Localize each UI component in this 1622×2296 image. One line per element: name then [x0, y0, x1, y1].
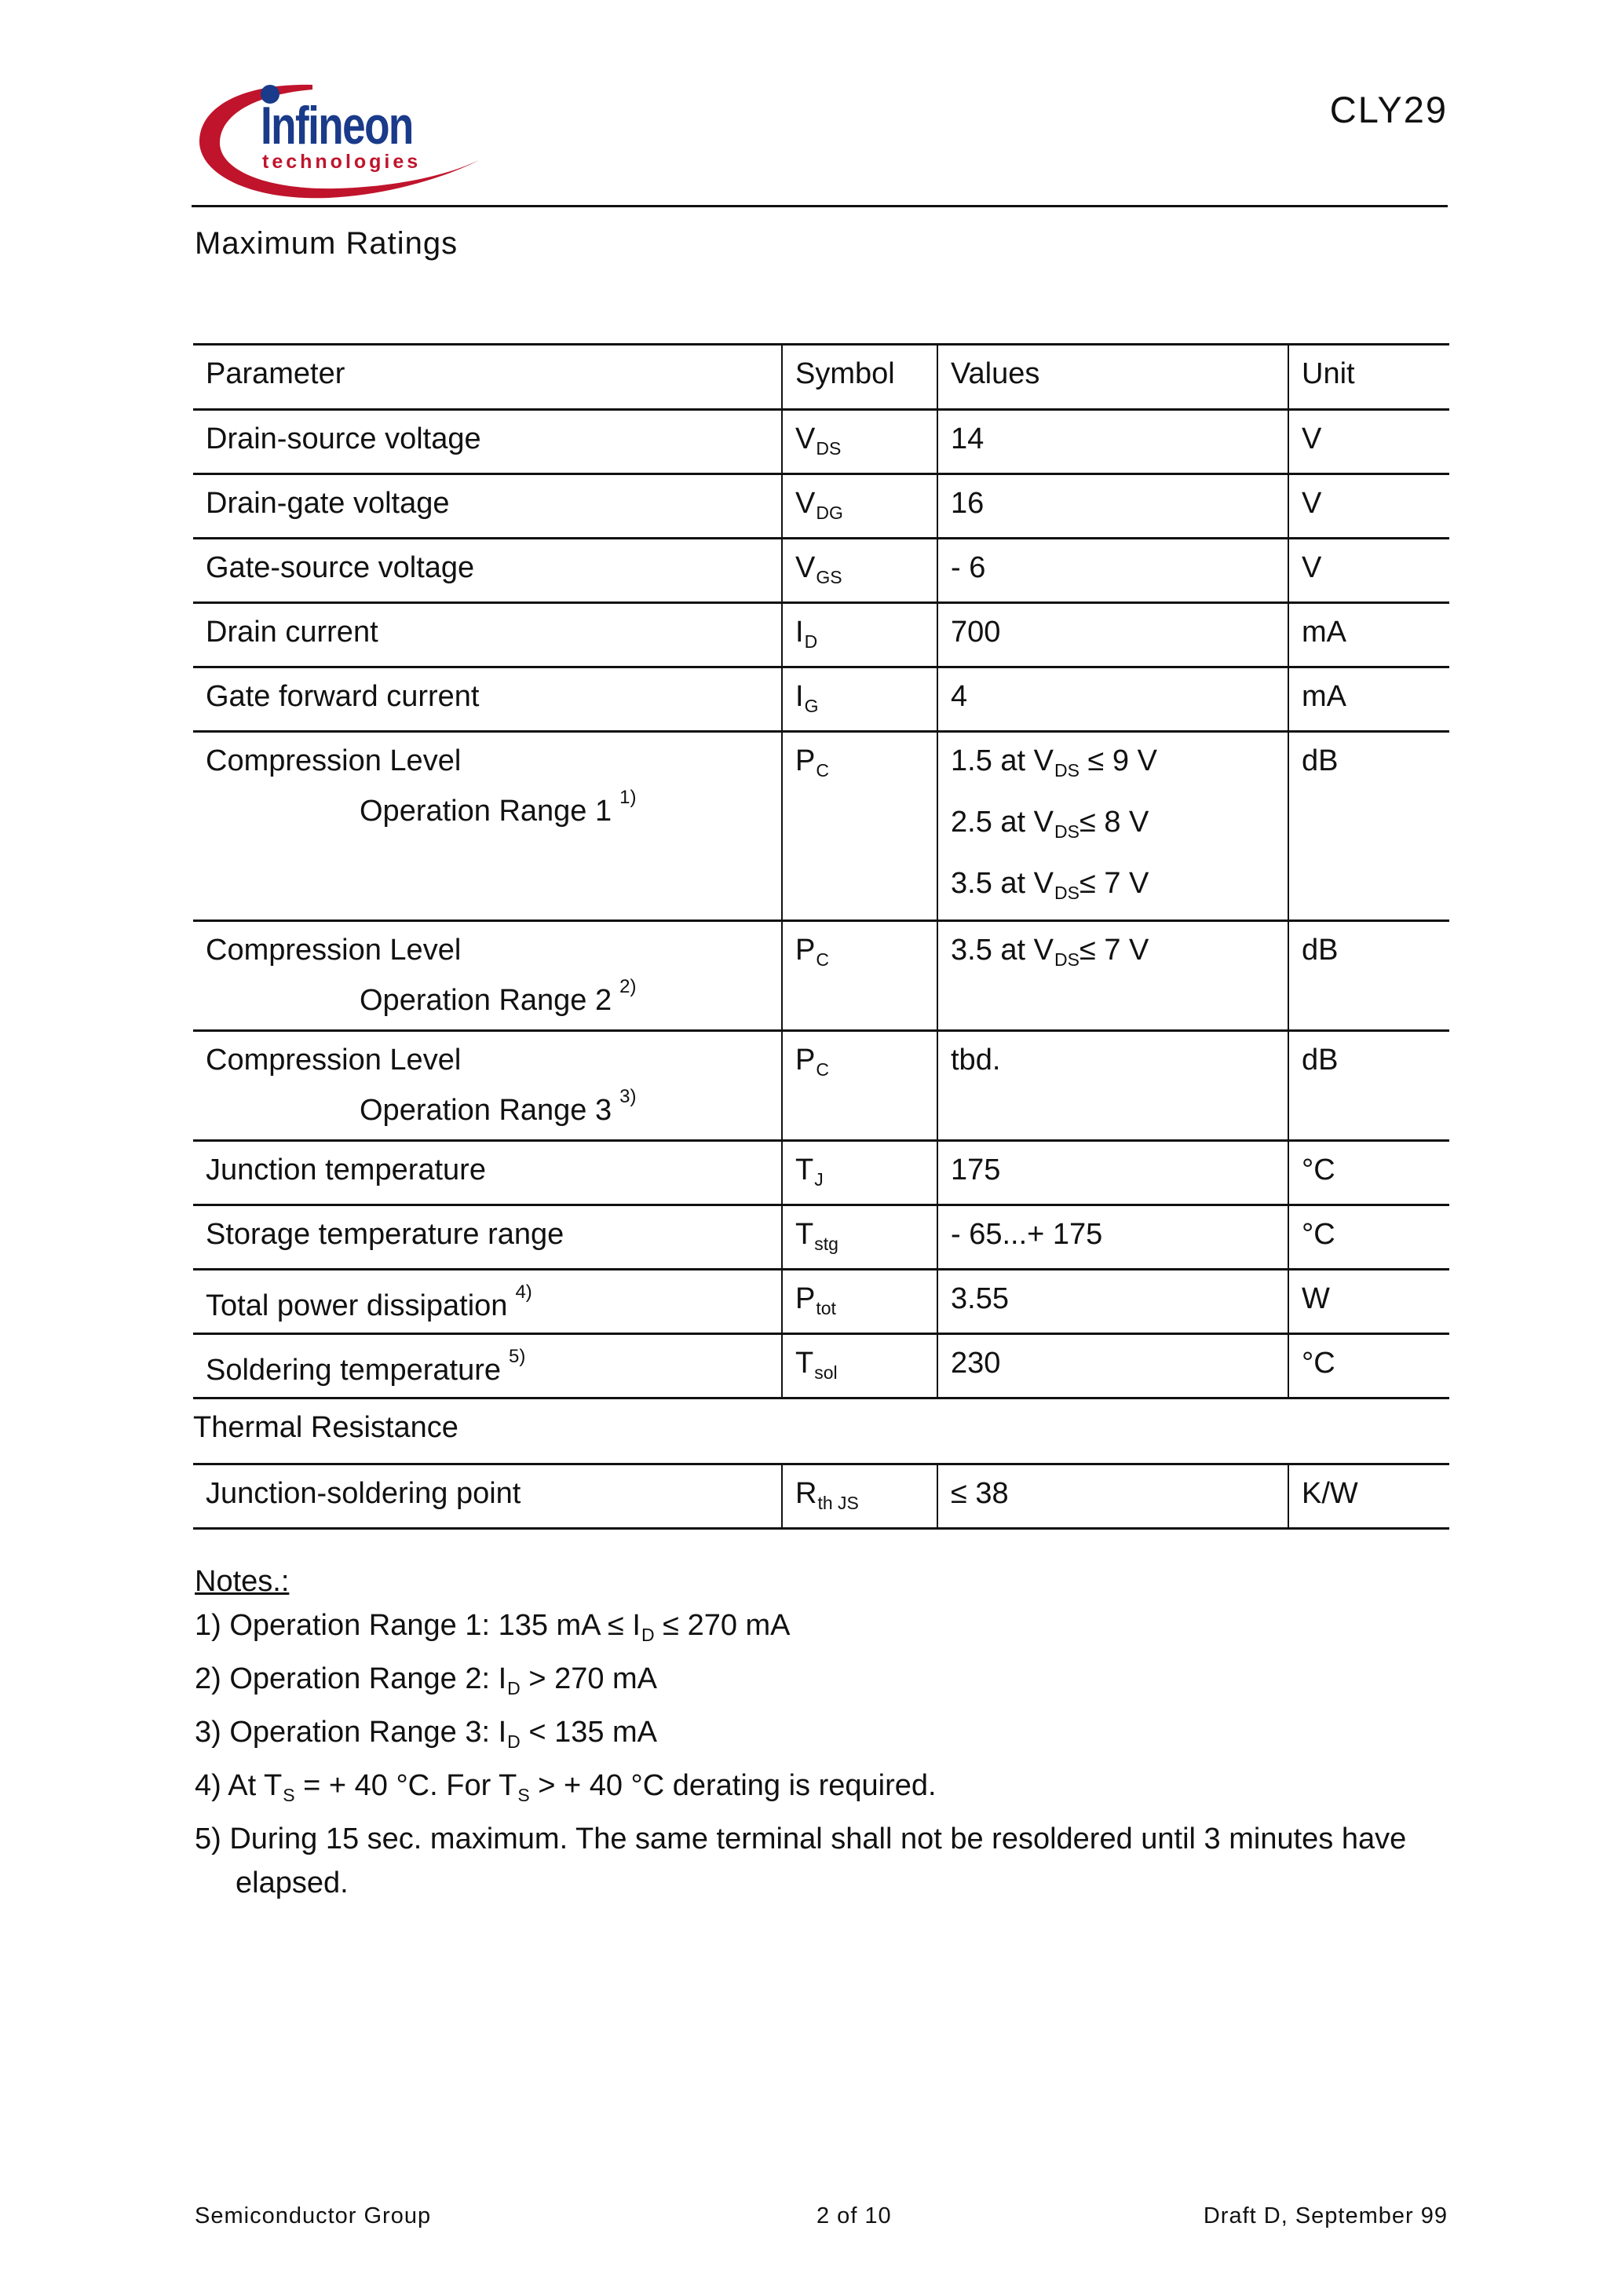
unit-cell: °C: [1288, 1141, 1449, 1205]
parameter-name: Compression Level: [206, 934, 462, 967]
value-subscript: DS: [1054, 882, 1080, 903]
note-text: 1) Operation Range 1: 135 mA ≤ I: [195, 1609, 641, 1642]
note-text: = + 40 °C. For T: [294, 1769, 517, 1802]
value-subscript: DS: [1054, 760, 1080, 781]
parameter-cell: [193, 921, 782, 1031]
symbol-cell: [782, 1031, 937, 1141]
value-cell: [937, 921, 1288, 1031]
footnote-ref: 2): [619, 976, 637, 998]
note-3: [195, 1710, 1406, 1764]
symbol-main: V: [795, 422, 816, 455]
table-row: [193, 1031, 1449, 1141]
value-line: [951, 742, 1275, 783]
unit-cell: mA: [1288, 667, 1449, 732]
parameter-name: Total power dissipation: [206, 1289, 508, 1322]
footer-page-number: 2 of 10: [816, 2203, 892, 2228]
footnote-ref: 3): [619, 1086, 637, 1108]
note-text: > + 40 °C derating is required.: [529, 1769, 937, 1802]
footnote-ref: 1): [619, 787, 637, 809]
infineon-logo: [195, 75, 485, 209]
symbol-main: P: [795, 1282, 816, 1315]
parameter-cell: Gate-source voltage: [193, 539, 782, 603]
symbol-main: V: [795, 487, 816, 520]
value-line: [951, 865, 1275, 905]
note-4: [195, 1764, 1406, 1817]
unit-cell: V: [1288, 410, 1449, 474]
table-row: [193, 539, 1449, 603]
note-subscript: D: [507, 1678, 521, 1698]
symbol-cell: [782, 1334, 937, 1398]
unit-cell: W: [1288, 1270, 1449, 1334]
document-id: CLY29: [1329, 89, 1448, 130]
table-row: [193, 1270, 1449, 1334]
symbol-main: P: [795, 934, 816, 967]
note-text: ≤ 270 mA: [654, 1609, 791, 1642]
value-line: [951, 803, 1275, 844]
symbol-main: V: [795, 551, 816, 584]
note-text: 3) Operation Range 3: I: [195, 1716, 507, 1749]
note-subscript: D: [641, 1625, 655, 1645]
table-row: [193, 1205, 1449, 1270]
maximum-ratings-table: [193, 343, 1449, 1530]
unit-cell: mA: [1288, 603, 1449, 667]
parameter-cell: [193, 1031, 782, 1141]
value-cell: ≤ 38: [937, 1464, 1288, 1529]
value-text: 1.5 at V: [951, 744, 1054, 777]
parameter-range: [360, 974, 769, 1020]
value-subscript: DS: [1054, 949, 1080, 970]
symbol-subscript: th JS: [817, 1493, 859, 1513]
value-cell: tbd.: [937, 1031, 1288, 1141]
parameter-cell: Storage temperature range: [193, 1205, 782, 1270]
range-label: Operation Range 1: [360, 795, 612, 828]
unit-cell: °C: [1288, 1205, 1449, 1270]
note-5: 5) During 15 sec. maximum. The same terminal shall not be resoldered until 3 minutes have: [195, 1823, 1407, 1855]
table-row: [193, 921, 1449, 1031]
parameter-range: [360, 785, 769, 831]
symbol-main: T: [795, 1218, 814, 1251]
column-header-values: Values: [937, 345, 1288, 410]
symbol-main: R: [795, 1477, 817, 1510]
parameter-cell: [193, 732, 782, 921]
symbol-cell: [782, 1270, 937, 1334]
notes-title: Notes.:: [195, 1565, 290, 1598]
parameter-cell: Drain-source voltage: [193, 410, 782, 474]
symbol-main: P: [795, 744, 816, 777]
value-text: ≤ 8 V: [1079, 805, 1149, 839]
header-divider: [192, 205, 1448, 207]
symbol-main: T: [795, 1153, 814, 1186]
symbol-cell: [782, 603, 937, 667]
note-text: 2) Operation Range 2: I: [195, 1662, 507, 1695]
value-cell: 175: [937, 1141, 1288, 1205]
symbol-subscript: DS: [816, 438, 842, 459]
parameter-range: [360, 1084, 769, 1130]
symbol-subscript: D: [804, 631, 818, 652]
value-text: 2.5 at V: [951, 805, 1054, 839]
note-subscript: S: [283, 1785, 295, 1805]
value-text: ≤ 7 V: [1079, 934, 1149, 967]
thermal-resistance-heading: Thermal Resistance: [193, 1398, 1449, 1464]
symbol-main: P: [795, 1044, 816, 1077]
value-text: ≤ 9 V: [1079, 744, 1157, 777]
table-row: [193, 603, 1449, 667]
parameter-cell: Drain current: [193, 603, 782, 667]
note-text: 4) At T: [195, 1769, 283, 1802]
value-cell: - 65...+ 175: [937, 1205, 1288, 1270]
table-row: [193, 1334, 1449, 1398]
symbol-cell: [782, 474, 937, 539]
logo-subtitle: technologies: [262, 151, 422, 173]
symbol-subscript: C: [816, 949, 829, 970]
symbol-subscript: GS: [816, 567, 842, 587]
value-cell: - 6: [937, 539, 1288, 603]
footer-draft-date: Draft D, September 99: [1203, 2203, 1448, 2228]
range-label: Operation Range 3: [360, 1094, 612, 1128]
symbol-cell: [782, 1464, 937, 1529]
value-cell: [937, 732, 1288, 921]
note-5-continued: elapsed.: [236, 1866, 349, 1899]
parameter-name: Soldering temperature: [206, 1354, 501, 1387]
unit-cell: K/W: [1288, 1464, 1449, 1529]
table-row: [193, 1464, 1449, 1529]
symbol-subscript: C: [816, 760, 829, 781]
unit-cell: dB: [1288, 1031, 1449, 1141]
symbol-subscript: J: [814, 1169, 824, 1190]
value-cell: 700: [937, 603, 1288, 667]
parameter-cell: Drain-gate voltage: [193, 474, 782, 539]
footer-company: Semiconductor Group: [195, 2203, 432, 2228]
range-label: Operation Range 2: [360, 984, 612, 1018]
symbol-subscript: tot: [816, 1298, 836, 1318]
value-cell: 14: [937, 410, 1288, 474]
unit-cell: dB: [1288, 921, 1449, 1031]
footnote-ref: 5): [509, 1346, 526, 1367]
parameter-name: Compression Level: [206, 744, 462, 777]
column-header-parameter: Parameter: [193, 345, 782, 410]
symbol-subscript: G: [804, 696, 819, 716]
symbol-cell: [782, 410, 937, 474]
notes-section: [195, 1559, 1406, 1905]
column-header-symbol: Symbol: [782, 345, 937, 410]
logo-wordmark: Infineon: [261, 96, 413, 155]
symbol-cell: [782, 667, 937, 732]
table-row: [193, 410, 1449, 474]
parameter-cell: [193, 1270, 782, 1334]
column-header-unit: Unit: [1288, 345, 1449, 410]
footnote-ref: 4): [515, 1281, 532, 1303]
symbol-cell: [782, 921, 937, 1031]
parameter-name: Compression Level: [206, 1044, 462, 1077]
symbol-main: I: [795, 616, 804, 649]
unit-cell: °C: [1288, 1334, 1449, 1398]
note-2: [195, 1657, 1406, 1710]
symbol-cell: [782, 1205, 937, 1270]
symbol-cell: [782, 539, 937, 603]
value-cell: 3.55: [937, 1270, 1288, 1334]
thermal-resistance-heading-row: [193, 1398, 1449, 1464]
table-row: [193, 474, 1449, 539]
section-title: Maximum Ratings: [195, 226, 458, 261]
table-header-row: [193, 345, 1449, 410]
parameter-cell: Gate forward current: [193, 667, 782, 732]
parameter-cell: Junction-soldering point: [193, 1464, 782, 1529]
note-subscript: D: [507, 1731, 521, 1752]
note-text: < 135 mA: [520, 1716, 658, 1749]
note-1: [195, 1603, 1406, 1657]
symbol-subscript: DG: [816, 503, 843, 523]
symbol-main: T: [795, 1347, 814, 1380]
value-cell: 16: [937, 474, 1288, 539]
value-line: [951, 931, 1275, 972]
parameter-cell: [193, 1334, 782, 1398]
value-cell: 230: [937, 1334, 1288, 1398]
unit-cell: dB: [1288, 732, 1449, 921]
table-row: [193, 1141, 1449, 1205]
note-text: > 270 mA: [520, 1662, 658, 1695]
table-row: [193, 667, 1449, 732]
parameter-cell: Junction temperature: [193, 1141, 782, 1205]
value-text: 3.5 at V: [951, 934, 1054, 967]
value-cell: 4: [937, 667, 1288, 732]
value-text: ≤ 7 V: [1079, 866, 1149, 900]
unit-cell: V: [1288, 474, 1449, 539]
unit-cell: V: [1288, 539, 1449, 603]
note-subscript: S: [517, 1785, 530, 1805]
value-subscript: DS: [1054, 821, 1080, 842]
symbol-subscript: stg: [814, 1234, 838, 1254]
symbol-cell: [782, 732, 937, 921]
value-text: 3.5 at V: [951, 866, 1054, 900]
symbol-subscript: sol: [814, 1362, 838, 1383]
symbol-subscript: C: [816, 1059, 829, 1080]
symbol-cell: [782, 1141, 937, 1205]
symbol-main: I: [795, 680, 804, 713]
table-row: [193, 732, 1449, 921]
